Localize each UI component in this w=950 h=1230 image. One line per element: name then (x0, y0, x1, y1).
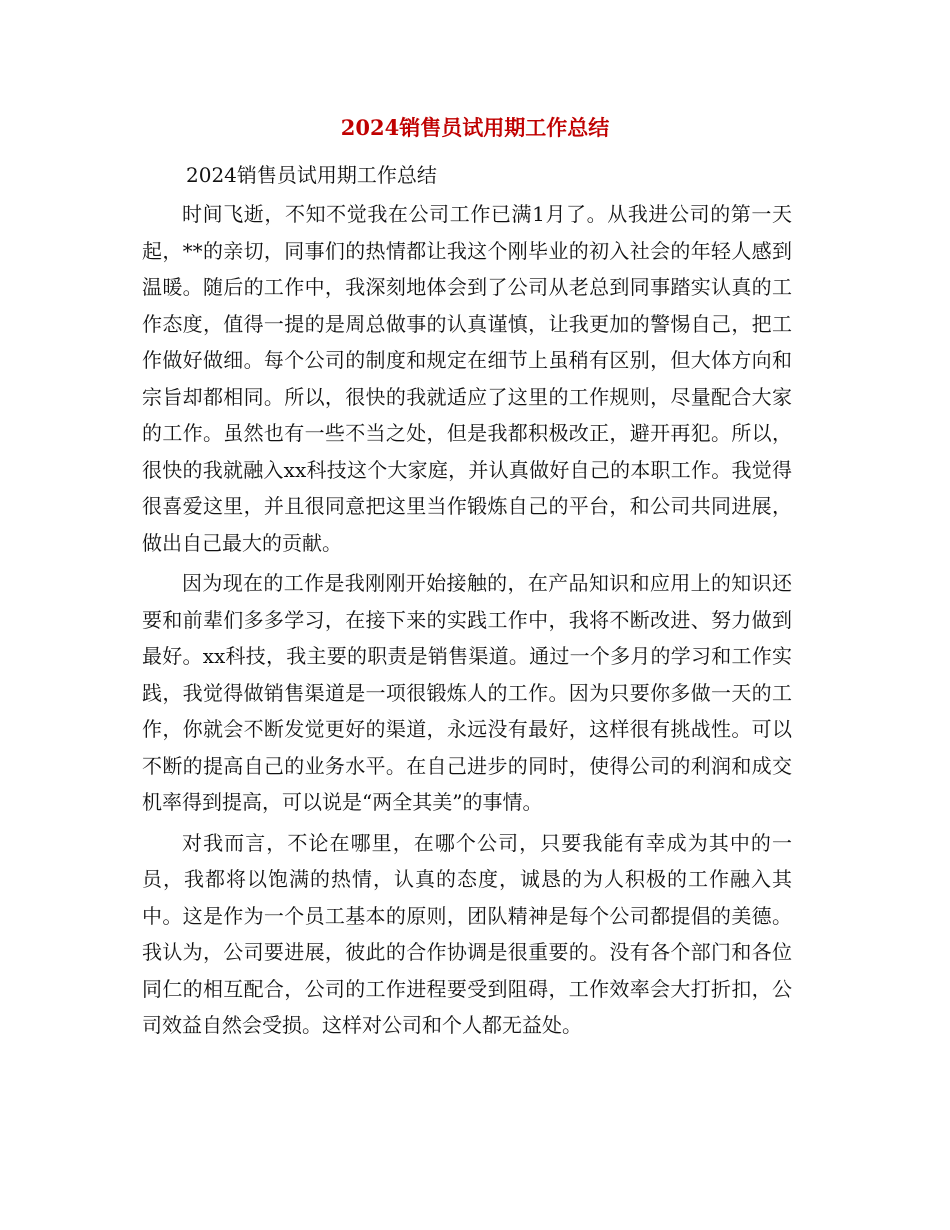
paragraph: 对我而言，不论在哪里，在哪个公司，只要我能有幸成为其中的一员，我都将以饱满的热情，认真的态度，诚恳的为人积极的工作融入其中。这是作为一个员工基本的原则，团队精神是每个公司都提倡的美德。我认为，公司要进展，彼此的合作协调是很重要的。没有各个部门和各位同仁的相互配合，公司的工作进程要受到阻碍，工作效率会大打折扣，公司效益自然会受损。这样对公司和个人都无益处。 (142, 830, 792, 1037)
paragraph: 因为现在的工作是我刚刚开始接触的，在产品知识和应用上的知识还要和前辈们多多学习，在接下来的实践工作中，我将不断改进、努力做到最好。xx科技，我主要的职责是销售渠道。通过一个多月的学习和工作实践，我觉得做销售渠道是一项很锻炼人的工作。因为只要你多做一天的工作，你就会不断发觉更好的渠道，永远没有最好，这样很有挑战性。可以不断的提高自己的业务水平。在自己进步的同时，使得公司的利润和成交机率得到提高，可以说是“两全其美”的事情。 (142, 571, 792, 814)
paragraph: 时间飞逝，不知不觉我在公司工作已满1月了。从我进公司的第一天起，**的亲切，同事们的热情都让我这个刚毕业的初入社会的年轻人感到温暖。随后的工作中，我深刻地体会到了公司从老总到同事踏实认真的工作态度，值得一提的是周总做事的认真谨慎，让我更加的警惕自己，把工作做好做细。每个公司的制度和规定在细节上虽稍有区别，但大体方向和宗旨却都相同。所以，很快的我就适应了这里的工作规则，尽量配合大家的工作。虽然也有一些不当之处，但是我都积极改正，避开再犯。所以，很快的我就融入xx科技这个大家庭，并认真做好自己的本职工作。我觉得很喜爱这里，并且很同意把这里当作锻炼自己的平台，和公司共同进展，做出自己最大的贡献。 (142, 202, 792, 555)
document-subtitle: 2024销售员试用期工作总结 (186, 163, 437, 187)
document-title: 2024销售员试用期工作总结 (340, 115, 610, 140)
document-body (142, 158, 792, 1044)
